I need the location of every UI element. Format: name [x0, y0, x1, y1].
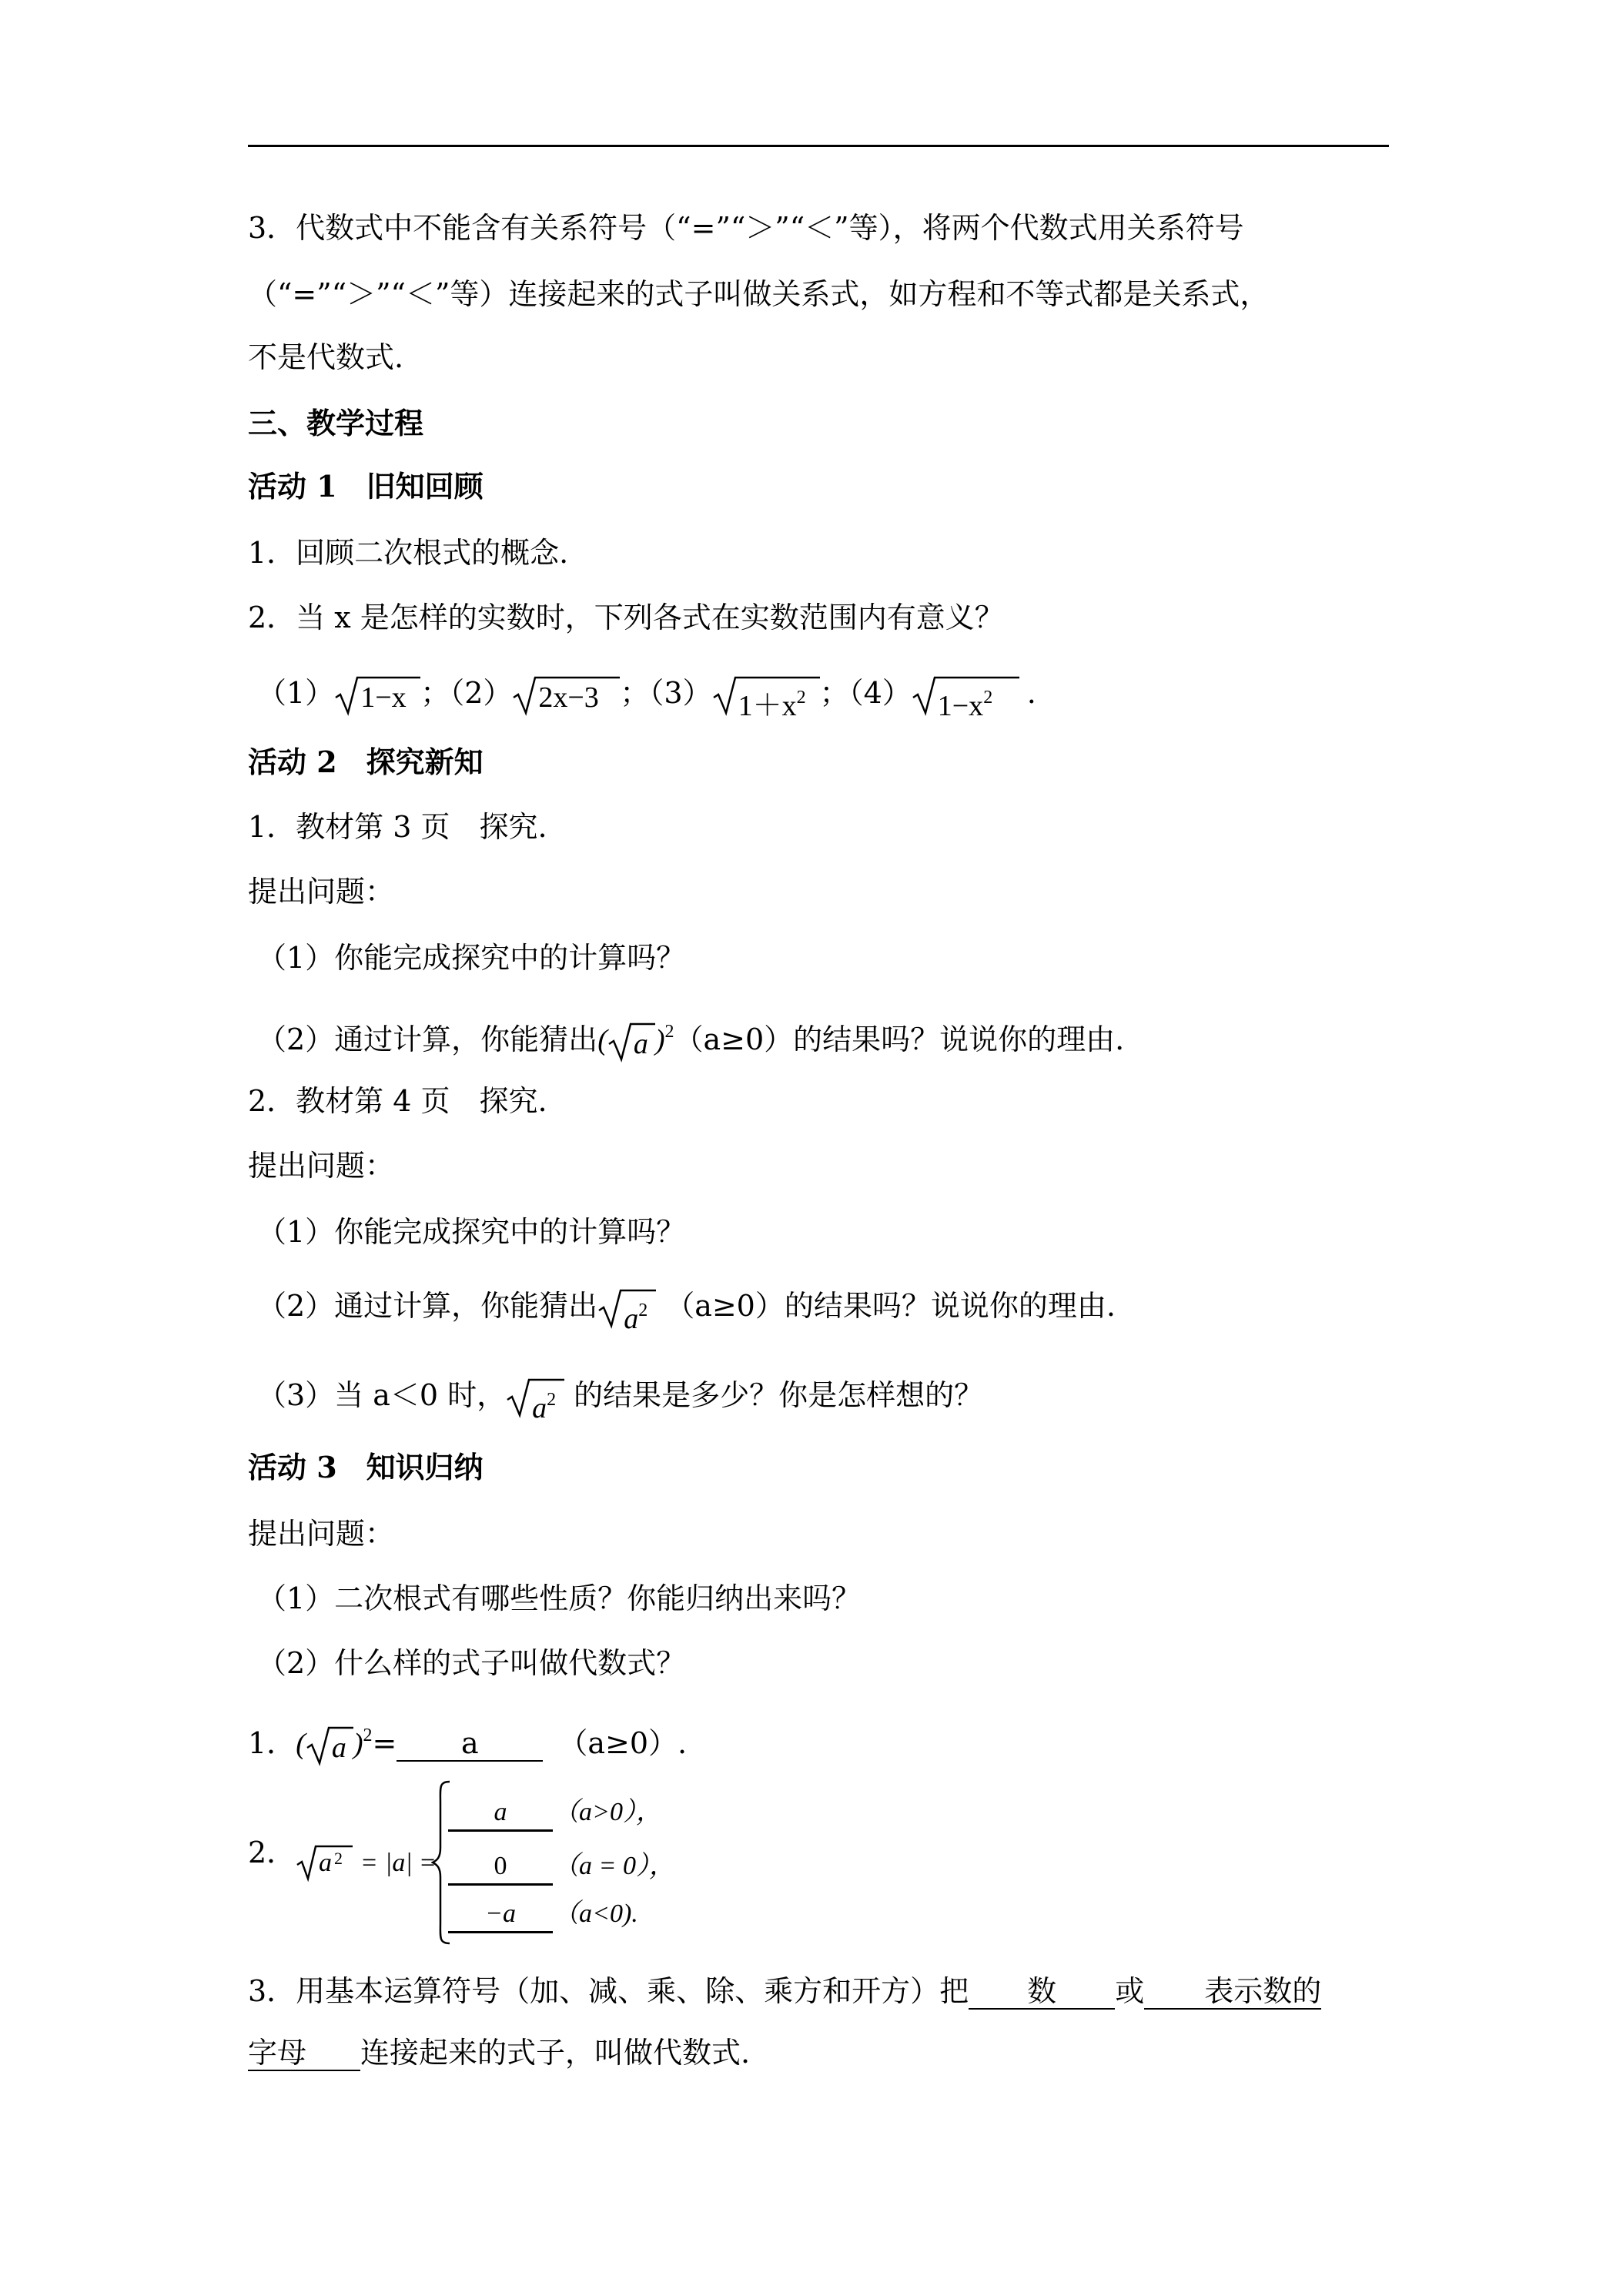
radical-a: a: [607, 1021, 655, 1064]
radical-a2: $a^2$: [597, 1287, 656, 1330]
radical-a2: a 2: [296, 1843, 362, 1883]
question-negative-a: （3）当 a＜0 时， $a^2$ 的结果是多少？你是怎样想的？: [257, 1372, 983, 1420]
list-item: 1．回顾二次根式的概念.: [248, 536, 569, 570]
section-heading: 三、教学过程: [248, 406, 424, 440]
answer-blank: [448, 1829, 553, 1832]
list-item: 2．教材第 4 页 探究.: [248, 1084, 547, 1118]
equals-sign: =: [420, 1849, 436, 1877]
answer-blank: 表示数的: [1144, 1974, 1321, 2010]
activity-heading: 活动 2 探究新知: [248, 745, 484, 779]
answer-blank: 数: [969, 1974, 1115, 2010]
question-sqrt-a-squared: （2）通过计算，你能猜出 $a^2$ （a≥0）的结果吗？说说你的理由.: [257, 1283, 1116, 1330]
terminator: .: [1026, 676, 1036, 710]
prompt-label: 提出问题：: [248, 1149, 395, 1183]
question: （1）你能完成探究中的计算吗？: [257, 1215, 686, 1249]
case-condition: （a<0).: [553, 1899, 638, 1928]
question-sqrt-squared: （2）通过计算，你能猜出( a )$^2$（a≥0）的结果吗？说说你的理由.: [257, 1009, 1124, 1064]
case-value: a: [494, 1798, 507, 1826]
activity-heading: 活动 3 知识归纳: [248, 1450, 484, 1484]
radical-expressions-line: [257, 670, 1036, 722]
item-label: （1）: [257, 676, 335, 710]
list-item: 2．当 x 是怎样的实数时，下列各式在实数范围内有意义？: [248, 601, 1004, 634]
radical-1: 1−x: [334, 674, 420, 718]
activity-heading: 活动 1 旧知回顾: [248, 469, 484, 504]
case-condition: （a = 0），: [553, 1852, 675, 1880]
case-value: 0: [494, 1852, 507, 1880]
separator: ；（2）: [420, 676, 513, 710]
case-condition: （a>0），: [553, 1798, 662, 1826]
radical-4: $1-x^2$: [912, 674, 1019, 718]
case-value: −a: [485, 1899, 516, 1928]
property-2-number: 2．: [248, 1836, 296, 1869]
list-item: 1．教材第 3 页 探究.: [248, 810, 547, 844]
prompt-label: 提出问题：: [248, 875, 395, 909]
question: （2）什么样的式子叫做代数式？: [257, 1646, 686, 1680]
answer-blank: a: [397, 1726, 543, 1762]
radical-3: $1+x^2$: [712, 674, 820, 718]
paragraph-line: 不是代数式.: [248, 340, 404, 374]
question: （1）你能完成探究中的计算吗？: [257, 941, 686, 975]
answer-blank: [448, 1931, 553, 1933]
property-1: 1．( a )$^2$= a （a≥0）.: [248, 1712, 687, 1768]
property-3-line2: 字母 连接起来的式子，叫做代数式.: [248, 2036, 751, 2070]
paragraph-line: （“=”“＞”“＜”等）连接起来的式子叫做关系式，如方程和不等式都是关系式，: [248, 277, 1270, 311]
radical-a2: $a^2$: [506, 1377, 564, 1420]
radical-2: 2x−3: [512, 674, 620, 718]
question: （1）二次根式有哪些性质？你能归纳出来吗？: [257, 1581, 862, 1615]
absolute-value: |a|: [385, 1849, 413, 1877]
answer-blank: [448, 1883, 553, 1886]
separator: ；（3）: [620, 676, 712, 710]
paragraph-line: 3．代数式中不能含有关系符号（“=”“＞”“＜”等），将两个代数式用关系符号: [248, 211, 1244, 245]
equals-sign: =: [362, 1849, 377, 1877]
property-3-line1: 3．用基本运算符号（加、减、乘、除、乘方和开方）把 数 或 表示数的: [248, 1974, 1322, 2008]
header-rule: [248, 145, 1389, 147]
separator: ；（4）: [819, 676, 912, 710]
answer-blank: 字母: [248, 2036, 360, 2071]
prompt-label: 提出问题：: [248, 1517, 395, 1551]
radical-a: a: [306, 1725, 353, 1768]
